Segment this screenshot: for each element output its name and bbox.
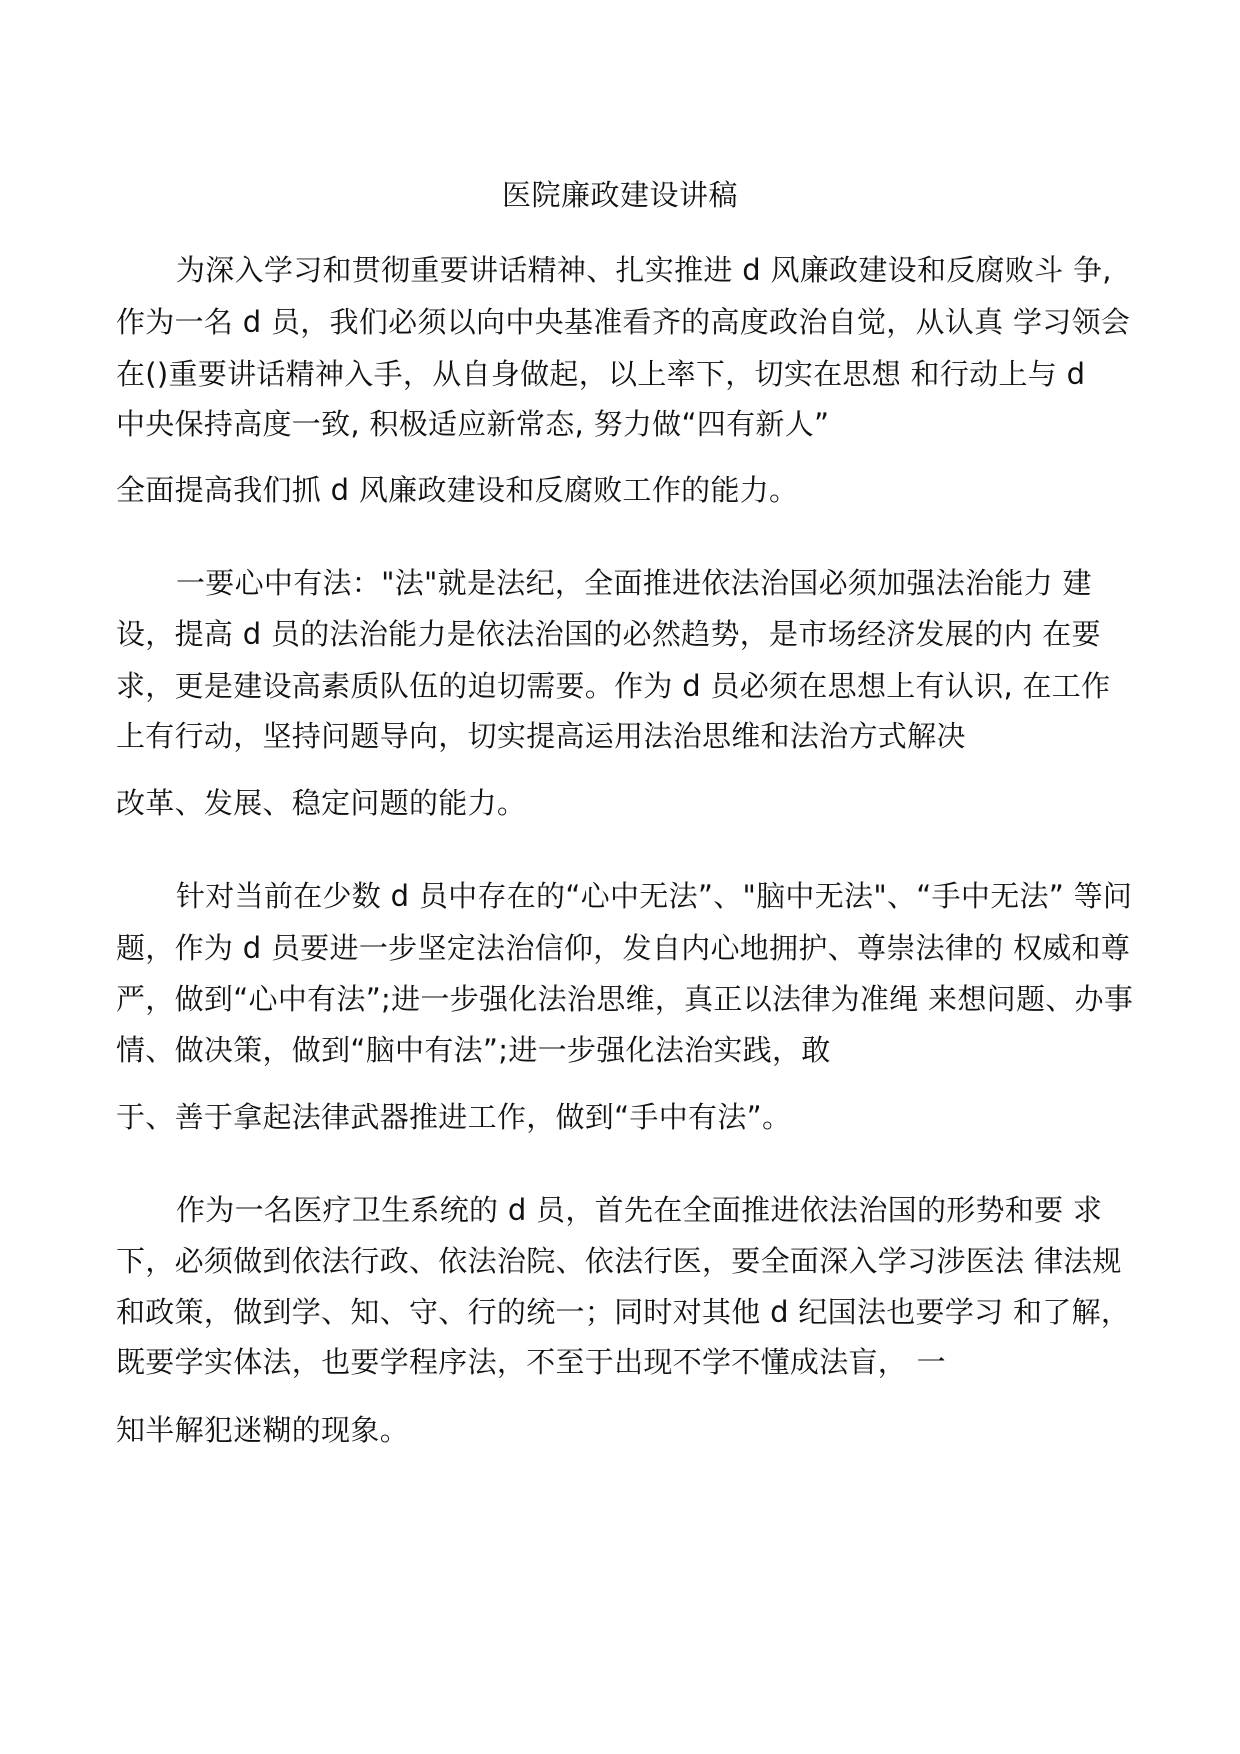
paragraph-line: 情、做决策，做到“脑中有法”;进一步强化法治实践，敢 — [116, 1033, 831, 1067]
paragraph-line: 严，做到“心中有法”;进一步强化法治思维，真正以法律为准绳 来想问题、办事 — [116, 982, 1134, 1016]
paragraph-line: 为深入学习和贯彻重要讲话精神、扎实推进 d 风廉政建设和反腐败斗 争, — [176, 253, 1112, 287]
paragraph-line: 中央保持高度一致, 积极适应新常态, 努力做“四有新人” — [116, 407, 830, 441]
paragraph-line: 一要心中有法："法"就是法纪，全面推进依法治国必须加强法治能力 建 — [176, 566, 1092, 600]
paragraph-line: 知半解犯迷糊的现象。 — [116, 1413, 410, 1447]
paragraph-line: 下，必须做到依法行政、依法治院、依法行医，要全面深入学习涉医法 律法规 — [116, 1244, 1122, 1278]
document-title: 医院廉政建设讲稿 — [501, 178, 738, 212]
paragraph-line: 作为一名 d 员，我们必须以向中央基准看齐的高度政治自觉，从认真 学习领会 — [116, 305, 1131, 339]
paragraph-line: 作为一名医疗卫生系统的 d 员，首先在全面推进依法治国的形势和要 求 — [176, 1193, 1103, 1227]
paragraph-line: 全面提高我们抓 d 风廉政建设和反腐败工作的能力。 — [116, 473, 799, 507]
paragraph-line: 设，提高 d 员的法治能力是依法治国的必然趋势，是市场经济发展的内 在要 — [116, 617, 1101, 651]
paragraph-line: 和政策，做到学、知、守、行的统一；同时对其他 d 纪国法也要学习 和了解， — [116, 1295, 1131, 1329]
paragraph-line: 求，更是建设高素质队伍的迫切需要。作为 d 员必须在思想上有认识, 在工作 — [116, 669, 1111, 703]
paragraph-line: 题，作为 d 员要进一步坚定法治信仰，发自内心地拥护、尊崇法律的 权威和尊 — [116, 931, 1131, 965]
paragraph-line: 于、善于拿起法律武器推进工作，做到“手中有法”。 — [116, 1100, 792, 1134]
paragraph-line: 上有行动，坚持问题导向，切实提高运用法治思维和法治方式解决 — [116, 719, 966, 753]
paragraph-line: 既要学实体法，也要学程序法，不至于出现不学不懂成法盲， 一 — [116, 1345, 946, 1379]
paragraph-line: 针对当前在少数 d 员中存在的“心中无法”、"脑中无法"、“手中无法” 等问 — [176, 879, 1133, 913]
paragraph-line: 改革、发展、稳定问题的能力。 — [116, 786, 527, 820]
paragraph-line: 在()重要讲话精神入手，从自身做起，以上率下，切实在思想 和行动上与 d — [116, 357, 1086, 391]
